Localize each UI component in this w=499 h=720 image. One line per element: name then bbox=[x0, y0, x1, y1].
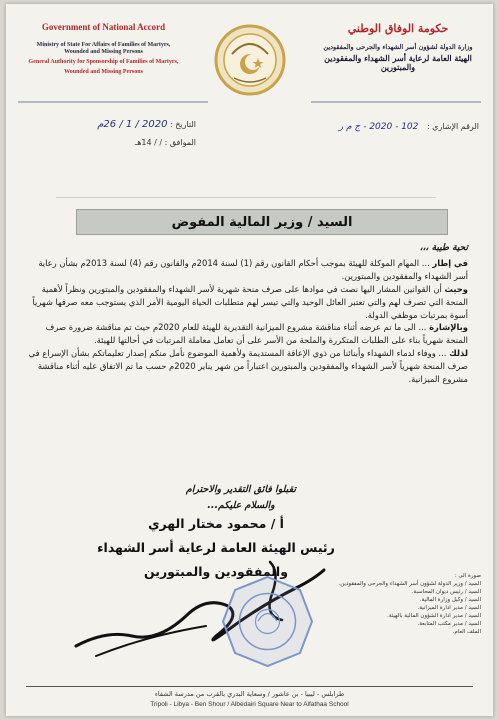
paragraph-lead: لذلك bbox=[449, 348, 468, 359]
cc-item: صورة الى : bbox=[454, 573, 481, 579]
paragraph-lead: وبالإشارة bbox=[429, 322, 468, 333]
ar-ministry-line: وزارة الدولة لشؤون أسر الشهداء والجرحى والمفقودين bbox=[323, 43, 473, 51]
date-value: 2020 / 1 / 26م bbox=[97, 119, 168, 130]
reference-value: 102 - 2020 - ج م ر bbox=[338, 122, 419, 132]
signatory-title-2: والمفقودين والمبتورين bbox=[144, 564, 288, 579]
faded-divider bbox=[56, 197, 436, 198]
en-government-name: Government of National Accord bbox=[41, 22, 166, 32]
en-authority-line-2: Wounded and Missing Persons bbox=[64, 69, 143, 75]
paragraph-lead: في إطار bbox=[432, 257, 468, 268]
closing-line-1: تقبلوا فائق التقدير والاحترام bbox=[185, 484, 297, 495]
body-paragraph-3 bbox=[26, 321, 468, 347]
copies-list bbox=[301, 572, 481, 636]
body-paragraph-4 bbox=[26, 347, 468, 386]
signatory-title-1: رئيس الهيئة العامة لرعاية أسر الشهداء bbox=[97, 540, 335, 555]
state-emblem-icon bbox=[214, 24, 286, 96]
hijri-value: / / 14هـ bbox=[134, 138, 163, 147]
letter-page bbox=[6, 4, 493, 716]
paragraph-lead: وحيث bbox=[444, 283, 468, 294]
date-label: التاريخ : bbox=[169, 120, 196, 129]
addressee-banner bbox=[76, 209, 448, 235]
ar-government-name: حكومة الوفاق الوطني bbox=[347, 22, 449, 35]
ar-authority-line: الهيئة العامة لرعاية أسر الشهداء والمفقودين والمبتورين bbox=[324, 53, 472, 72]
footer-address-arabic: طرابلس - ليبيا - بن عاشور / وسعاية البدري بالقرب من مدرسة الشفاء bbox=[154, 690, 345, 698]
paragraph-text: أن القوانين المشار اليها نصت في موادها على صرف منحة شهرية لأسر الشهداء والمفقودين والمبتورين ونظراً لأهمية المنحة التي تصرف لهم والتي تعتبر العائل الوحيد والتي تيسر لهم متطلبات الحياة اليومية الأمر الذي يستوجب معه صرفها شهرياً أسوة بمرتبات موظفي الدولة. bbox=[32, 283, 468, 320]
cc-item: السيد / مدير مكتب المتابعة. bbox=[417, 621, 481, 627]
arabic-letterhead bbox=[313, 22, 483, 72]
footer-address-english: Tripoli - Libya - Ben Shour / Albedairi Square Near to Alfathaa School bbox=[150, 701, 349, 708]
reference-number bbox=[339, 122, 479, 132]
cc-item: السيد / رئيس ديوان المحاسبة. bbox=[411, 589, 481, 595]
header-divider-left bbox=[18, 101, 208, 103]
date-block bbox=[26, 116, 196, 152]
header-divider-right bbox=[311, 101, 481, 103]
cc-item: السيد / مدير ادارة الشؤون المالية بالهيئة. bbox=[387, 613, 481, 619]
cc-item: الملف العام. bbox=[452, 629, 481, 635]
english-letterhead bbox=[16, 22, 191, 76]
cc-item: السيد / وكيل وزارة المالية. bbox=[419, 597, 481, 603]
body-paragraph-1 bbox=[26, 257, 468, 283]
en-ministry-line-2: Wounded and Missing Persons bbox=[64, 49, 143, 55]
cc-item: السيد / مدير ادارة الميزانية. bbox=[417, 605, 481, 611]
date-row bbox=[26, 116, 196, 134]
footer-divider bbox=[26, 686, 473, 687]
greeting: تحية طيبة ،،، bbox=[419, 243, 468, 253]
hijri-label: الموافق : bbox=[164, 138, 196, 147]
signatory-name: أ / محمود مختار الهري bbox=[148, 516, 284, 531]
en-authority-line-1: General Authority for Sponsorship of Families of Martyrs, bbox=[28, 59, 179, 65]
reference-label: الرقم الإشاري : bbox=[426, 122, 479, 131]
paragraph-text: ... ووفاء لدماء الشهداء وأبنائنا من ذوي الإعاقة المستديمة ولأهمية الموضوع نأمل منكم إصدار تعليماتكم بشأن الإسراع في صرف المنحة شهرياً لأسر الشهداء والمفقودين والمبتورين اعتباراً من شهر يناير 2020م حسب ما تم الاتفاق عليه أثناء مناقشة مشروع الميزانية. bbox=[28, 348, 468, 385]
addressee-text: السيد / وزير المالية المفوض bbox=[171, 214, 353, 230]
cc-item: السيد / وزير الدولة لشؤون أسر الشهداء والجرحى والمفقودين. bbox=[338, 581, 481, 587]
closing-line-2: والسلام عليكم... bbox=[207, 500, 275, 511]
closing-block bbox=[126, 482, 356, 514]
en-ministry-line-1: Ministry of State For Affairs of Families of Martyrs, bbox=[36, 42, 171, 48]
body-paragraph-2 bbox=[26, 283, 468, 322]
paragraph-text: ... الى ما تم عرضه أثناء مناقشة مشروع الميزانية التقديرية للهيئة للعام 2020م حيث تم مناقشة ضرورة صرف المنحة شهرياً بناء على الطلبات المتكررة والملحة من الأسر على أن تعامل معاملة المرتبات في أحالتها للهيئة. bbox=[45, 322, 468, 346]
letter-body bbox=[26, 242, 468, 386]
paragraph-text: ... المهام الموكلة للهيئة بموجب أحكام القانون رقم (1) لسنة 2014م والقانون رقم (4) لسنة 2013م بشأن رعاية أسر الشهداء والمفقودين والمبتورين. bbox=[38, 257, 468, 281]
hijri-date-row bbox=[26, 134, 196, 152]
